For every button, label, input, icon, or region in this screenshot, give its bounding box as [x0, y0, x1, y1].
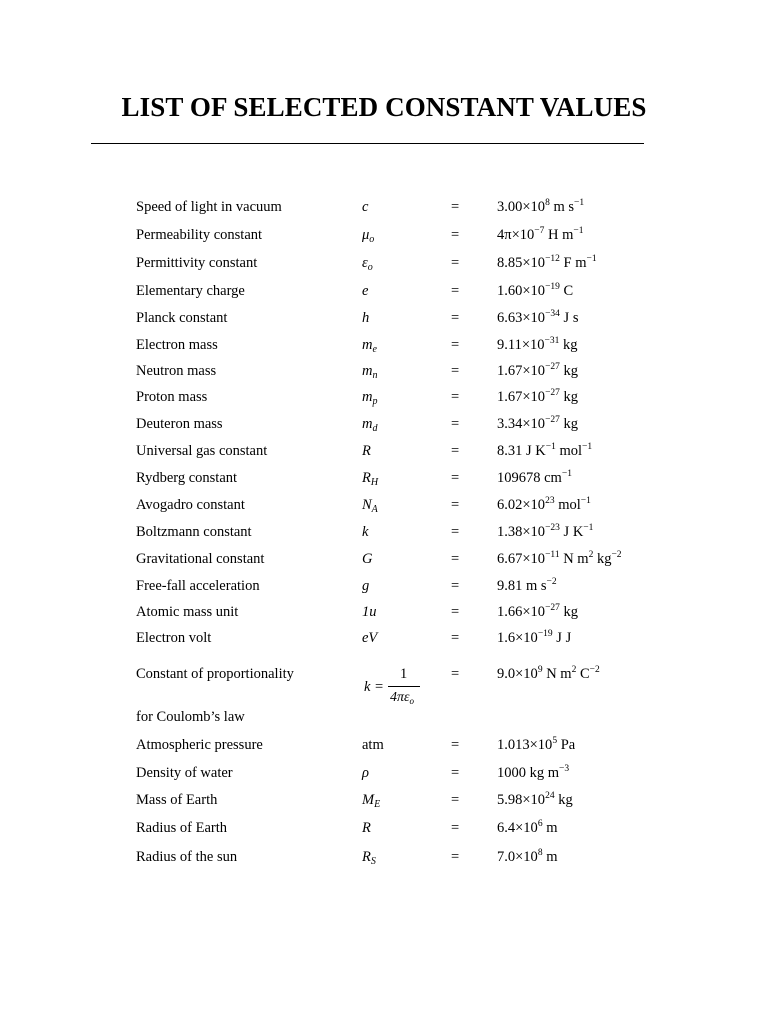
- constant-symbol: [362, 308, 369, 333]
- equals-sign: =: [451, 578, 460, 594]
- value-base: 1.67×10: [497, 389, 546, 405]
- fraction-bar: [388, 686, 420, 687]
- constant-value: [497, 790, 573, 810]
- symbol-sub: d: [372, 423, 378, 434]
- symbol-text: eV: [362, 630, 378, 646]
- equals-sign: =: [451, 443, 460, 459]
- value-exponent: 24: [545, 791, 555, 801]
- unit-exponent: −1: [582, 442, 593, 452]
- constant-value: [497, 335, 578, 355]
- value-exponent: −19: [545, 282, 560, 292]
- constant-value: [497, 847, 557, 867]
- unit-exponent: −1: [586, 254, 597, 264]
- symbol-text: m: [362, 416, 373, 432]
- constant-value: [497, 253, 597, 273]
- constant-row: [0, 549, 768, 575]
- symbol-text: m: [362, 337, 373, 353]
- symbol-text: R: [362, 820, 371, 836]
- symbol-text: e: [362, 283, 369, 299]
- symbol-text: 1u: [362, 604, 377, 620]
- symbol-text: ρ: [362, 765, 369, 781]
- value-unit: C: [559, 283, 574, 299]
- value-base: 9.11×10: [497, 337, 545, 353]
- symbol-sub: o: [367, 262, 373, 273]
- constant-symbol: [362, 576, 369, 601]
- constant-symbol: [362, 387, 377, 412]
- value-unit: kg: [559, 416, 579, 432]
- value-exponent: −7: [534, 226, 545, 236]
- value-exponent: −12: [545, 254, 560, 264]
- value-base: 4π×10: [497, 227, 535, 243]
- symbol-sub: p: [372, 396, 378, 407]
- constant-row: [0, 735, 768, 761]
- symbol-text: g: [362, 578, 370, 594]
- value-unit: kg: [559, 389, 579, 405]
- constant-symbol: [362, 414, 377, 439]
- constant-name: Radius of Earth: [136, 820, 228, 836]
- constant-row: [0, 818, 768, 844]
- symbol-text: atm: [362, 737, 384, 753]
- symbol-text: ε: [362, 255, 368, 271]
- value-unit: N m: [542, 666, 572, 682]
- constant-row: [0, 253, 768, 279]
- constant-value: [497, 628, 571, 648]
- formula-numerator: 1: [400, 666, 408, 682]
- constant-row: [0, 495, 768, 521]
- constant-value: [497, 441, 592, 461]
- formula-equals: =: [375, 679, 384, 695]
- constant-row: [0, 225, 768, 251]
- constant-symbol: [362, 763, 369, 788]
- constant-row: [0, 522, 768, 548]
- constant-row: [0, 847, 768, 873]
- constant-row: [0, 441, 768, 467]
- constant-row: [0, 308, 768, 334]
- constant-value: [497, 818, 557, 838]
- constant-name: Electron mass: [136, 337, 218, 353]
- constant-row: [0, 602, 768, 628]
- denominator-sub: o: [409, 696, 415, 706]
- constant-name: Planck constant: [136, 310, 228, 326]
- constant-name: Elementary charge: [136, 283, 245, 299]
- value-base: 6.02×10: [497, 497, 546, 513]
- symbol-sub: o: [369, 234, 375, 245]
- unit-exponent: −1: [583, 523, 594, 533]
- unit-exponent: −1: [580, 496, 591, 506]
- value-base: 1000 kg m: [497, 765, 560, 781]
- constant-symbol: [362, 790, 380, 815]
- constant-value: [497, 602, 578, 622]
- value-exponent: −34: [545, 309, 560, 319]
- symbol-sub: E: [374, 799, 381, 810]
- constant-row: [0, 790, 768, 816]
- symbol-text: m: [362, 363, 373, 379]
- constant-name: Speed of light in vacuum: [136, 199, 282, 215]
- equals-sign: =: [451, 604, 460, 620]
- constant-value: [497, 361, 578, 381]
- constant-name: Gravitational constant: [136, 551, 265, 567]
- constant-value: [497, 664, 600, 684]
- value-base: 6.4×10: [497, 820, 538, 836]
- constant-symbol: [362, 361, 377, 386]
- value-exponent: −2: [546, 577, 557, 587]
- denominator-text: 4πε: [390, 690, 410, 705]
- equals-sign: =: [451, 283, 460, 299]
- constant-symbol: [362, 441, 371, 466]
- constant-name: Mass of Earth: [136, 792, 218, 808]
- value-unit: J J: [552, 630, 572, 646]
- constant-name: Radius of the sun: [136, 849, 238, 865]
- symbol-sub: A: [371, 504, 378, 515]
- constant-name: Permittivity constant: [136, 255, 258, 271]
- value-unit: m: [542, 820, 558, 836]
- constant-row: [0, 361, 768, 387]
- symbol-text: R: [362, 849, 371, 865]
- value-exponent: 8: [537, 848, 543, 858]
- constant-name: Electron volt: [136, 630, 212, 646]
- symbol-text: R: [362, 470, 371, 486]
- value-exponent: −27: [545, 603, 560, 613]
- constant-value: [497, 522, 593, 542]
- value-exponent: −23: [545, 523, 560, 533]
- constant-name: Boltzmann constant: [136, 524, 252, 540]
- value-unit: F m: [559, 255, 587, 271]
- constant-row-coulomb-cont: [0, 707, 768, 733]
- symbol-text: c: [362, 199, 369, 215]
- constant-value: [497, 576, 557, 596]
- equals-sign: =: [451, 765, 460, 781]
- value-exponent: −11: [545, 550, 560, 560]
- title-divider: [91, 143, 644, 144]
- unit2-exponent: −2: [589, 665, 600, 675]
- unit-exponent: 2: [571, 665, 577, 675]
- coulomb-formula: [364, 664, 424, 710]
- constant-symbol: [362, 225, 374, 250]
- equals-sign: =: [451, 416, 460, 432]
- value-unit: kg: [559, 604, 579, 620]
- constant-symbol: [362, 468, 378, 493]
- value-unit: m s: [549, 199, 574, 215]
- constant-name: Density of water: [136, 765, 233, 781]
- value-base: 109678 cm: [497, 470, 562, 486]
- value-unit: kg: [559, 337, 578, 353]
- constant-name-continued: for Coulomb’s law: [136, 709, 245, 725]
- constant-symbol: [362, 847, 376, 872]
- value-base: 1.38×10: [497, 524, 546, 540]
- value-unit: mol: [554, 497, 581, 513]
- symbol-text: m: [362, 389, 373, 405]
- page-title: LIST OF SELECTED CONSTANT VALUES: [121, 92, 647, 122]
- constant-symbol: [362, 522, 368, 547]
- value-base: 8.31 J K: [497, 443, 546, 459]
- constant-row: [0, 281, 768, 307]
- value-exponent: −1: [561, 469, 572, 479]
- value-unit: J s: [559, 310, 579, 326]
- symbol-text: h: [362, 310, 370, 326]
- formula-k: k: [364, 679, 371, 695]
- value-base: 9.0×10: [497, 666, 538, 682]
- constant-name: Proton mass: [136, 389, 208, 405]
- value-exponent: 6: [537, 819, 543, 829]
- constant-name: Universal gas constant: [136, 443, 268, 459]
- value-exponent: 8: [545, 198, 550, 208]
- constant-symbol: [362, 818, 371, 843]
- value-base: 1.67×10: [497, 363, 546, 379]
- constant-value: [497, 414, 578, 434]
- constant-value: [497, 308, 578, 328]
- symbol-sub: e: [372, 344, 377, 355]
- equals-sign: =: [451, 630, 460, 646]
- value-exponent: 5: [552, 736, 558, 746]
- value-unit: kg: [559, 363, 579, 379]
- symbol-text: N: [362, 497, 372, 513]
- unit-exponent: −1: [573, 226, 584, 236]
- value-unit: kg: [554, 792, 573, 808]
- value-exponent: −27: [545, 388, 560, 398]
- constant-value: [497, 197, 584, 217]
- value-exponent: −19: [537, 629, 553, 639]
- constant-symbol: [362, 495, 378, 520]
- constant-name: Free-fall acceleration: [136, 578, 260, 594]
- equals-sign: =: [451, 199, 460, 215]
- symbol-text: k: [362, 524, 369, 540]
- constant-symbol: [362, 549, 372, 574]
- symbol-text: M: [362, 792, 375, 808]
- constant-row: [0, 763, 768, 789]
- value-base: 1.6×10: [497, 630, 538, 646]
- equals-sign: =: [451, 255, 460, 271]
- symbol-sub: H: [370, 477, 379, 488]
- constant-row: [0, 335, 768, 361]
- constant-symbol: [362, 602, 377, 627]
- constant-name: Constant of proportionality: [136, 666, 294, 682]
- value-base: 1.66×10: [497, 604, 546, 620]
- equals-sign: =: [451, 524, 460, 540]
- constant-value: [497, 387, 578, 407]
- value-base: 1.013×10: [497, 737, 553, 753]
- value-base: 7.0×10: [497, 849, 538, 865]
- constant-value: [497, 735, 575, 755]
- constant-value: [497, 281, 573, 301]
- value-base: 8.85×10: [497, 255, 546, 271]
- value-unit: m: [542, 849, 558, 865]
- value-base: 5.98×10: [497, 792, 546, 808]
- equals-sign: =: [451, 363, 460, 379]
- equals-sign: =: [451, 849, 460, 865]
- symbol-sub: n: [372, 370, 378, 381]
- value-unit: Pa: [557, 737, 576, 753]
- constant-symbol: [362, 281, 368, 306]
- constant-name: Rydberg constant: [136, 470, 238, 486]
- equals-sign: =: [451, 310, 460, 326]
- constant-value: [497, 763, 569, 783]
- constant-name: Avogadro constant: [136, 497, 245, 513]
- equals-sign: =: [451, 227, 460, 243]
- symbol-text: μ: [362, 227, 370, 243]
- constant-symbol: [362, 197, 368, 222]
- unit-exponent: 2: [588, 550, 594, 560]
- value-unit2: kg: [593, 551, 612, 567]
- constant-row: [0, 576, 768, 602]
- equals-sign: =: [451, 551, 460, 567]
- equals-sign: =: [451, 497, 460, 513]
- symbol-text: G: [362, 551, 373, 567]
- value-unit: mol: [555, 443, 583, 459]
- constant-name: Deuteron mass: [136, 416, 223, 432]
- constant-value: [497, 495, 591, 515]
- constant-symbol: [362, 335, 377, 360]
- value-base: 6.63×10: [497, 310, 546, 326]
- value-exponent: −3: [559, 764, 570, 774]
- equals-sign: =: [451, 337, 460, 353]
- constant-row: [0, 387, 768, 413]
- constant-name: Atomic mass unit: [136, 604, 239, 620]
- value-unit2: C: [576, 666, 590, 682]
- constant-value: [497, 468, 572, 488]
- constant-row: [0, 414, 768, 440]
- value-base: 3.00×10: [497, 199, 546, 215]
- constant-value: [497, 549, 622, 569]
- constant-value: [497, 225, 583, 245]
- value-exponent: −1: [545, 442, 556, 452]
- value-unit: H m: [544, 227, 574, 243]
- constant-symbol: [362, 628, 377, 653]
- equals-sign: =: [451, 666, 460, 682]
- value-exponent: −27: [545, 415, 560, 425]
- constant-symbol: [362, 735, 384, 760]
- constant-name: Atmospheric pressure: [136, 737, 263, 753]
- symbol-text: R: [362, 443, 371, 459]
- equals-sign: =: [451, 820, 460, 836]
- unit2-exponent: −2: [611, 550, 622, 560]
- value-base: 3.34×10: [497, 416, 546, 432]
- value-unit: J K: [559, 524, 584, 540]
- constant-symbol: [362, 253, 373, 278]
- value-exponent: −27: [545, 362, 560, 372]
- value-base: 6.67×10: [497, 551, 546, 567]
- value-base: 1.60×10: [497, 283, 546, 299]
- constant-row: [0, 468, 768, 494]
- value-exponent: −31: [544, 336, 560, 346]
- constant-name: Permeability constant: [136, 227, 263, 243]
- equals-sign: =: [451, 470, 460, 486]
- symbol-sub: S: [370, 856, 376, 867]
- equals-sign: =: [451, 389, 460, 405]
- value-exponent: 9: [537, 665, 543, 675]
- equals-sign: =: [451, 792, 460, 808]
- constant-row: [0, 628, 768, 654]
- value-exponent: 23: [545, 496, 555, 506]
- value-base: 9.81 m s: [497, 578, 547, 594]
- constant-row: [0, 197, 768, 223]
- constant-name: Neutron mass: [136, 363, 217, 379]
- equals-sign: =: [451, 737, 460, 753]
- value-unit: N m: [559, 551, 589, 567]
- unit-exponent: −1: [573, 198, 585, 208]
